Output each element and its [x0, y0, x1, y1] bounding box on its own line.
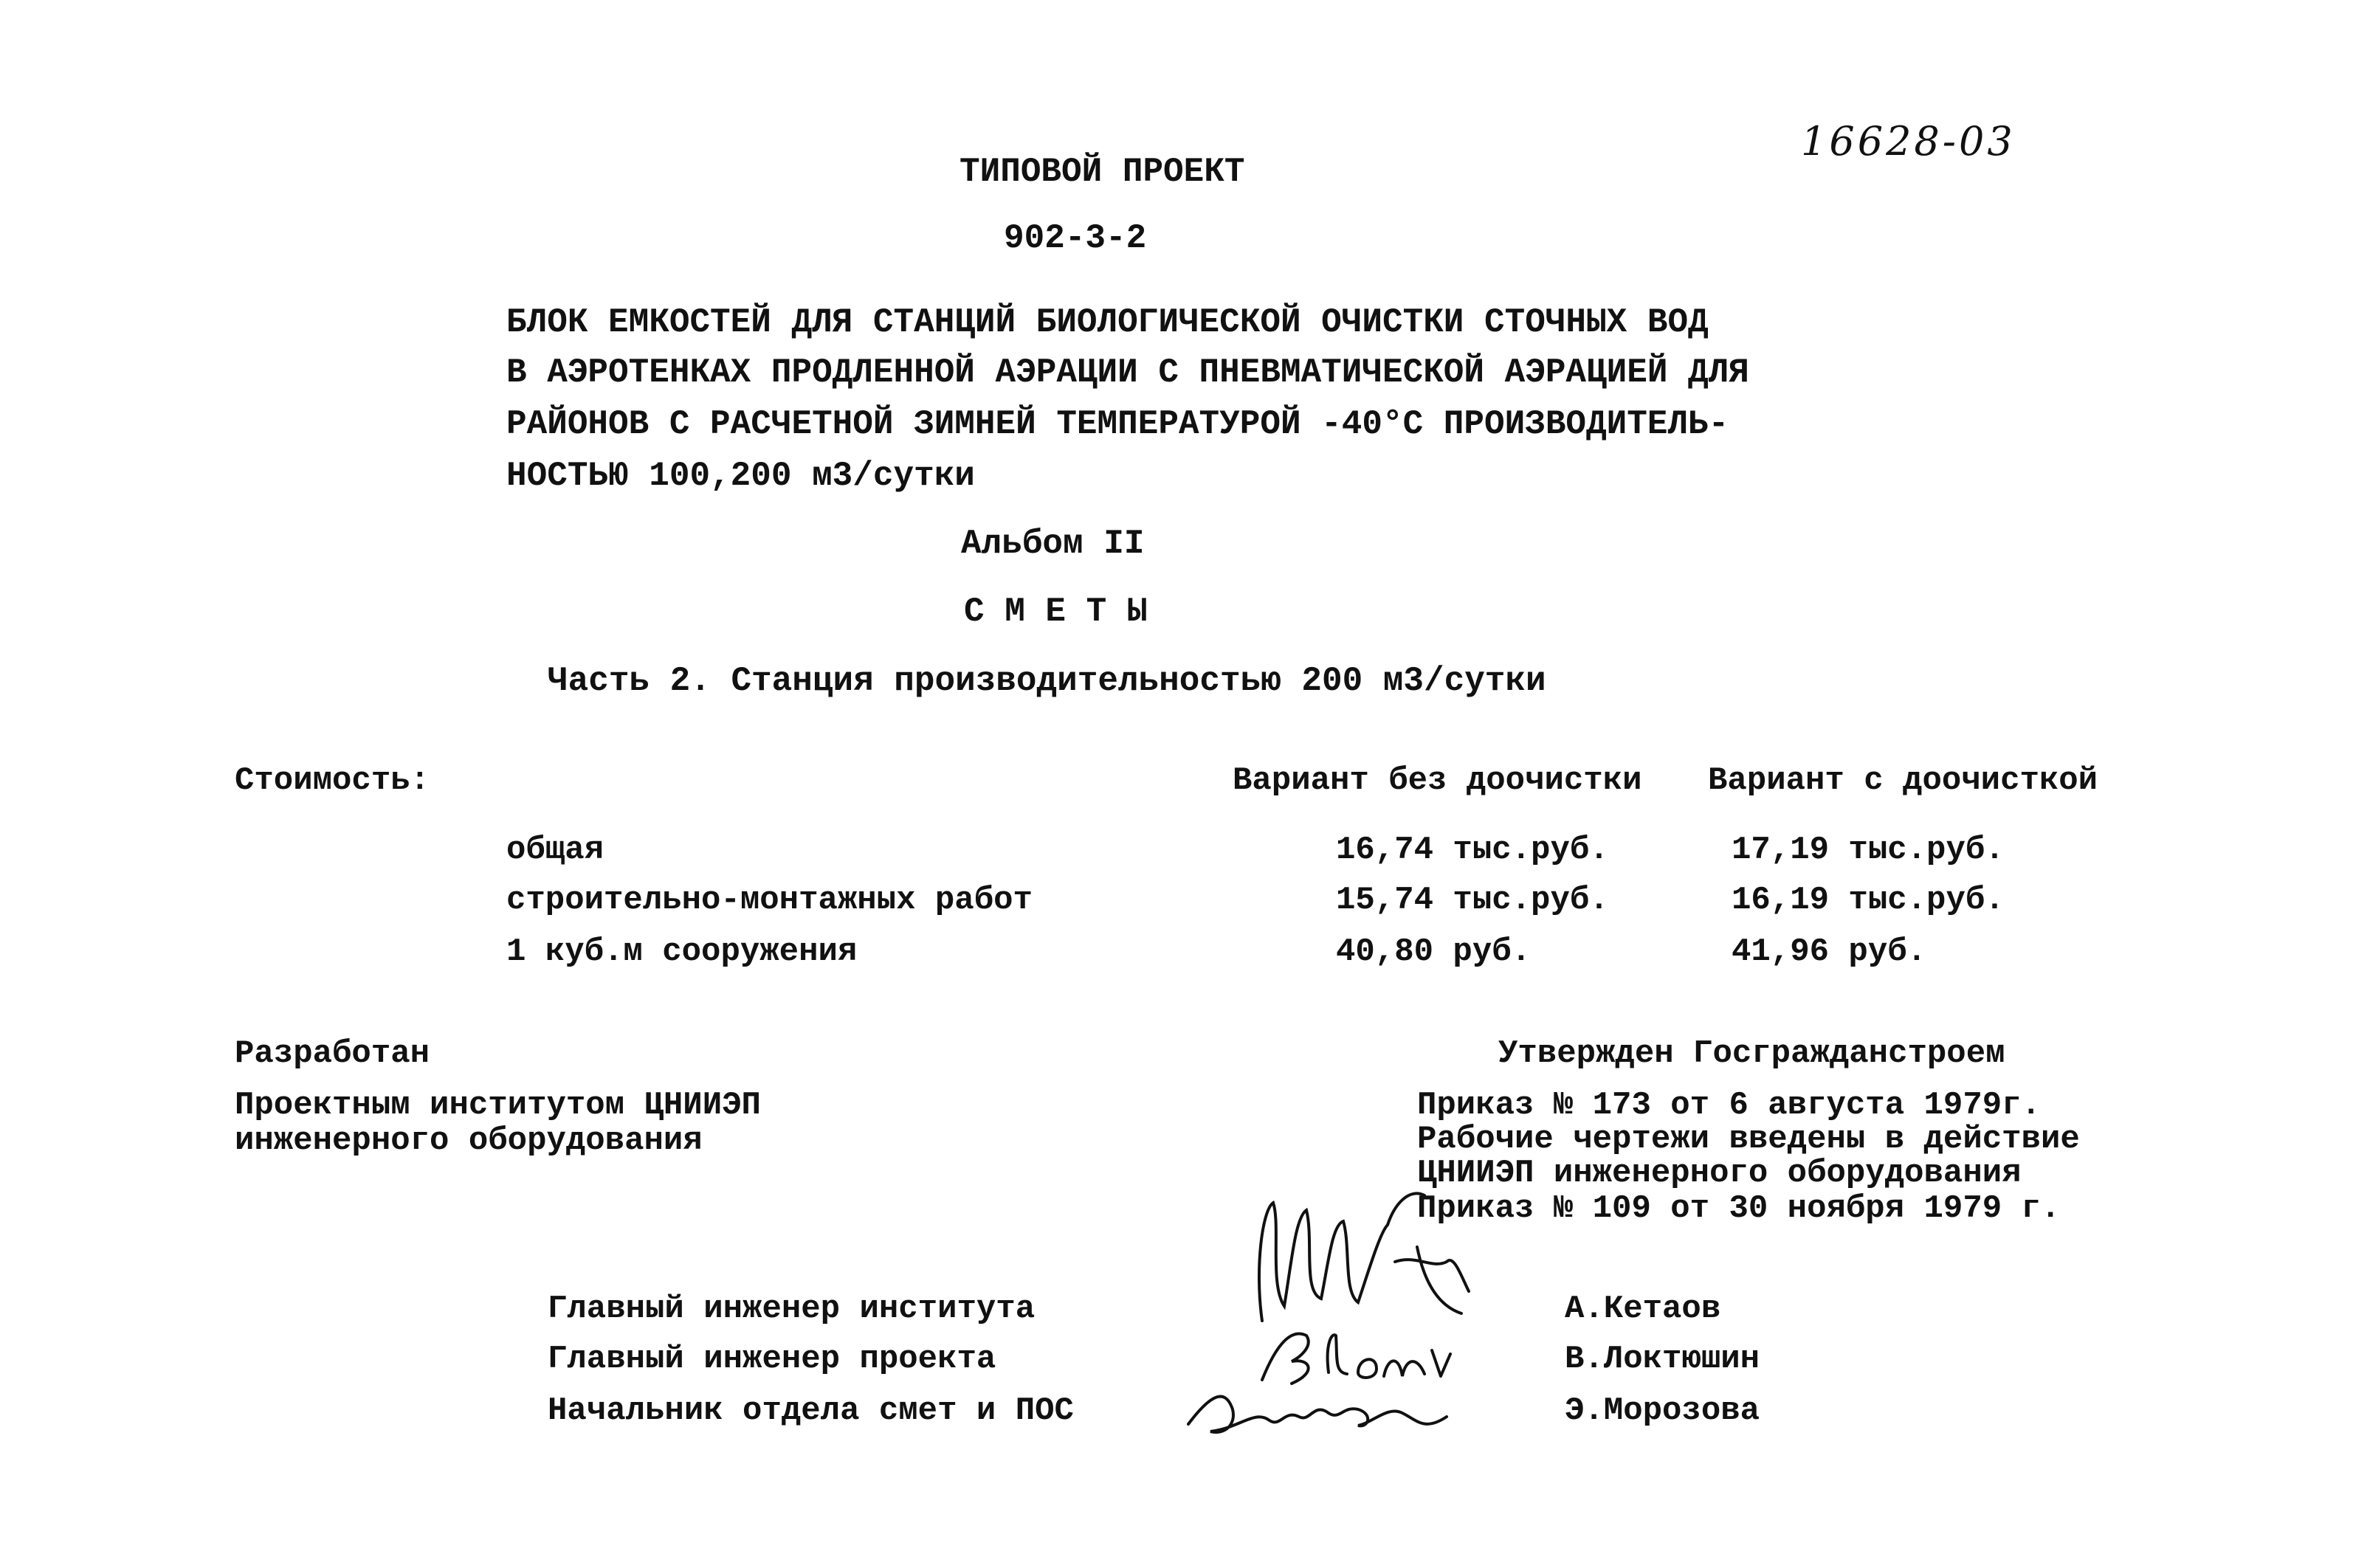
row-value-without-treatment: 15,74 тыс.руб.: [1336, 882, 1609, 919]
section-title: С М Е Т Ы: [964, 593, 1148, 631]
project-type: ТИПОВОЙ ПРОЕКТ: [960, 153, 1245, 191]
column-header-with-treatment: Вариант с доочисткой: [1708, 762, 2098, 799]
title-line-1: БЛОК ЕМКОСТЕЙ ДЛЯ СТАНЦИЙ БИОЛОГИЧЕСКОЙ ОЧИСТКИ СТОЧНЫХ ВОД: [506, 303, 1709, 342]
title-line-3: РАЙОНОВ С РАСЧЕТНОЙ ЗИМНЕЙ ТЕМПЕРАТУРОЙ -40°С ПРОИЗВОДИТЕЛЬ-: [506, 405, 1729, 443]
signatory-position: Начальник отдела смет и ПОС: [548, 1392, 1074, 1429]
row-value-without-treatment: 16,74 тыс.руб.: [1336, 832, 1609, 868]
developed-line-1: Проектным институтом ЦНИИЭП: [235, 1087, 761, 1124]
row-value-with-treatment: 41,96 руб.: [1732, 933, 1927, 970]
approved-line-1: Приказ № 173 от 6 августа 1979г.: [1417, 1087, 2041, 1124]
title-line-4: НОСТЬЮ 100,200 м3/сутки: [506, 457, 975, 495]
approved-line-3: ЦНИИЭП инженерного оборудования: [1417, 1155, 2022, 1192]
signatory-name: Э.Морозова: [1565, 1392, 1760, 1429]
approved-label: Утвержден Госгражданстроем: [1498, 1035, 2005, 1072]
approved-line-4: Приказ № 109 от 30 ноября 1979 г.: [1417, 1190, 2061, 1227]
row-value-with-treatment: 16,19 тыс.руб.: [1732, 882, 2005, 919]
signature-head-estimates: [1181, 1380, 1461, 1446]
approved-line-2: Рабочие чертежи введены в действие: [1417, 1121, 2080, 1158]
handwritten-code: 16628-03: [1801, 118, 2016, 165]
album-label: Альбом II: [961, 525, 1145, 563]
signatory-position: Главный инженер проекта: [548, 1341, 996, 1378]
row-name: строительно-монтажных работ: [506, 882, 1033, 919]
project-number: 902-3-2: [1004, 219, 1147, 258]
title-line-2: В АЭРОТЕНКАХ ПРОДЛЕННОЙ АЭРАЦИИ С ПНЕВМАТИЧЕСКОЙ АЭРАЦИЕЙ ДЛЯ: [506, 353, 1749, 392]
developed-line-2: инженерного оборудования: [235, 1122, 703, 1159]
cost-label: Стоимость:: [235, 762, 430, 799]
signatory-name: В.Локтюшин: [1565, 1341, 1760, 1378]
row-name: общая: [506, 832, 604, 868]
row-value-with-treatment: 17,19 тыс.руб.: [1732, 832, 2005, 868]
column-header-without-treatment: Вариант без доочистки: [1233, 762, 1642, 799]
developed-label: Разработан: [235, 1035, 430, 1072]
row-value-without-treatment: 40,80 руб.: [1336, 933, 1532, 970]
part-title: Часть 2. Станция производительностью 200 м3/сутки: [548, 662, 1546, 700]
row-name: 1 куб.м сооружения: [506, 933, 858, 970]
signatory-name: А.Кетаов: [1565, 1291, 1721, 1327]
signatory-position: Главный инженер института: [548, 1291, 1036, 1327]
